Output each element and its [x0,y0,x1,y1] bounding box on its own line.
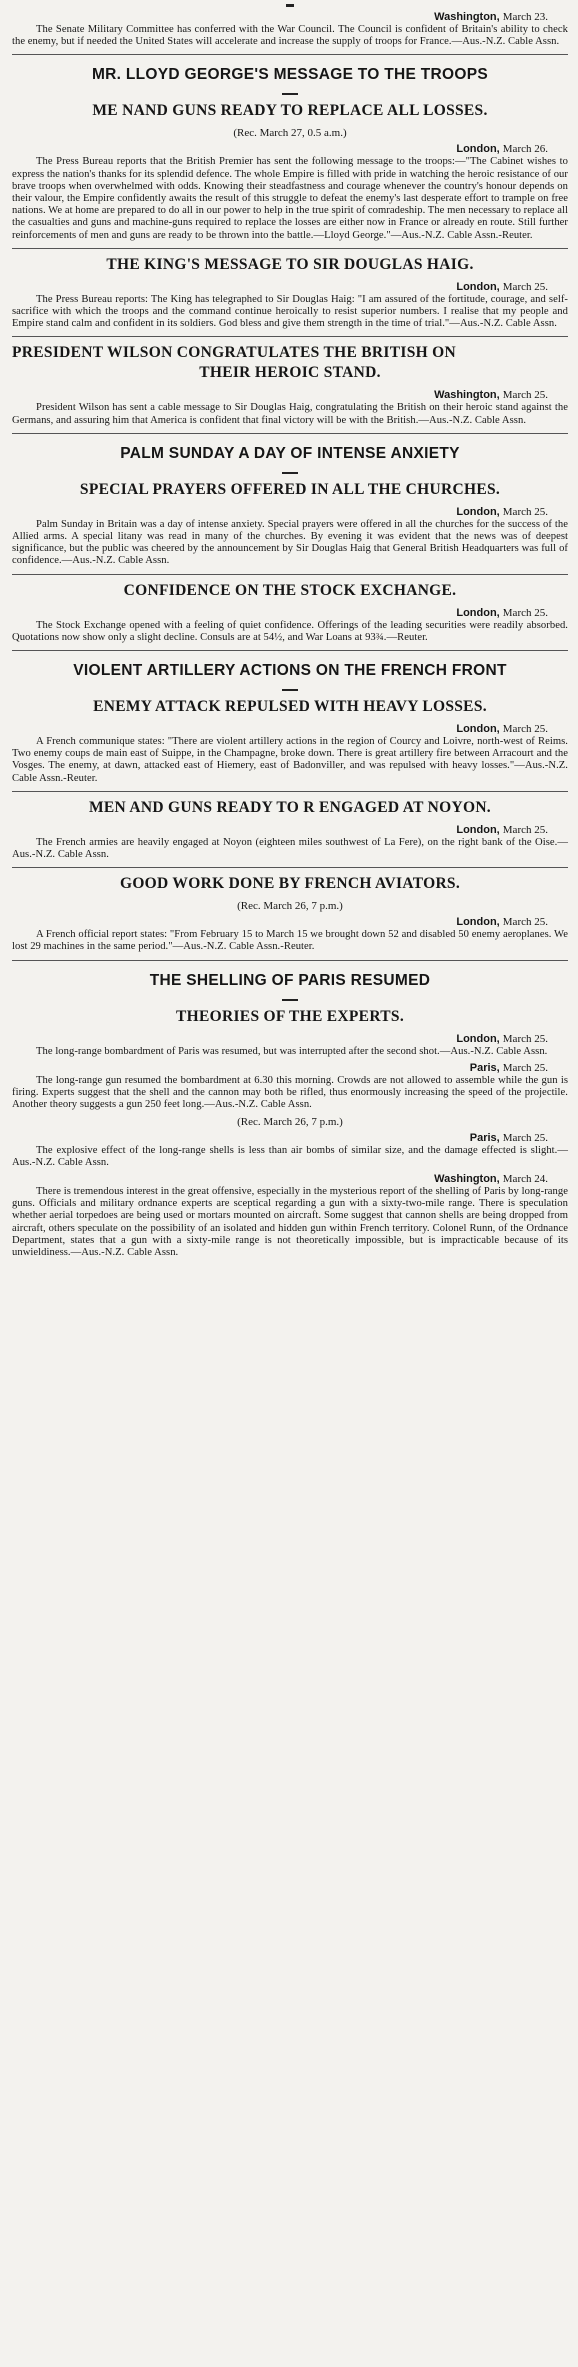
dateline-place: London, [456,1032,500,1045]
article-stock-exchange [12,607,568,644]
dateline-place: London, [456,606,500,619]
received-note: (Rec. March 26, 7 p.m.) [237,900,343,913]
sub-heading-line-1: PRESIDENT WILSON CONGRATULATES THE BRITISH ON [12,344,457,362]
dateline-date: March 25. [502,723,548,736]
received-note: (Rec. March 26, 7 p.m.) [237,1115,343,1128]
dateline-place: Washington, [434,1172,500,1185]
dateline [12,916,568,929]
dateline-place: London, [456,280,500,293]
article-french-communique [12,723,568,785]
article-paris-gun [12,1062,568,1112]
section-divider [12,54,568,55]
article-body: The French armies are heavily engaged at Noyon (eighteen miles southwest of La Fere), on the right bank of the Oise.—Aus.-N.Z. Cable Assn. [12,836,568,861]
article-body: There is tremendous interest in the great offensive, especially in the mysterious report of the shelling of Paris by long-range guns. Officials and military ordnance experts are sceptical regarding a gun with a sixty-two-mile range. There is speculation whether aerial torpedoes are being used or mortars mounted on aircraft. Some suggest that cannon shells are being dropped from aircraft, others speculate on the possibility of an isolated and hidden gun within French territory. Colonel Runn, of the Ordnance Department, states that a gun with a sixty-mile range is not theoretically impossible, but is impracticable because of its unwieldiness.—Aus.-N.Z. Cable Assn. [12,1185,568,1258]
dateline-date: March 25. [502,1032,548,1045]
article-body: A French communique states: "There are violent artillery actions in the region of Courcy and Loivre, north-west of Reims. Two enemy coups de main east of Suippe, in the Champagne, broke down. There is great artillery fire between Arracourt and the Vosges. The enemy, at dawn, attacked east of Hiemery, east of Badonviller, and was repulsed with heavy losses."—Aus.-N.Z. Cable Assn.-Reuter. [12,736,568,784]
article-president-wilson [12,389,568,426]
sub-heading: ENEMY ATTACK REPULSED WITH HEAVY LOSSES. [93,698,487,716]
dateline [12,506,568,519]
dateline-place: London, [456,916,500,929]
main-heading: VIOLENT ARTILLERY ACTIONS ON THE FRENCH FRONT [73,662,507,680]
article-body: The long-range gun resumed the bombardment at 6.30 this morning. Crowds are not allowed to assemble while the gun is firing. Experts suggest that the shell and the cannon may both be rifled, thus enormously increasing the speed of the projectile. Another theory suggests a gun 250 feet long.—Aus.-N.Z. Cable Assn. [12,1074,568,1111]
section-divider [12,336,568,337]
article-noyon [12,824,568,861]
dateline-date: March 25. [502,823,548,836]
dateline-date: March 23. [502,11,548,23]
dateline-date: March 24. [502,1172,548,1185]
dateline [12,281,568,294]
article-body: A French official report states: "From February 15 to March 15 we brought down 52 and disabled 50 enemy aeroplanes. We lost 29 machines in the same period."—Aus.-N.Z. Cable Assn.-Reuter. [12,929,568,953]
dateline-place: Paris, [469,1061,500,1074]
article-body: The long-range bombardment of Paris was resumed, but was interrupted after the second shot.—Aus.-N.Z. Cable Assn. [36,1045,548,1057]
sub-heading: SPECIAL PRAYERS OFFERED IN ALL THE CHURCHES. [79,480,501,498]
section-divider [12,650,568,651]
main-heading: MR. LLOYD GEORGE'S MESSAGE TO THE TROOPS [91,66,489,84]
section-divider [12,248,568,249]
article-body: The Press Bureau reports: The King has telegraphed to Sir Douglas Haig: "I am assured of the fortitude, courage, and self-sacrifice with which the troops and the command continue heroically to resist superior numbers. I realise that my people and Empire stand calm and confident in its soldiers. God bless and give them strength in the time of trial."—Aus.-N.Z. Cable Assn. [12,293,568,330]
article-body: Palm Sunday in Britain was a day of intense anxiety. Special prayers were offered in all the churches for the success of the Allied arms. A special litany was read in many of the churches. By evening it was evident that the news was of deepest significance, but the public was cheered by the announcement by Sir Douglas Haig that General British Headquarters was full of confidence.—Aus.-N.Z. Cable Assn. [12,518,568,567]
article-paris-shells [12,1132,568,1169]
dateline [12,1033,568,1046]
article-washington-speculation [12,1173,568,1259]
section-divider [12,960,568,961]
dateline [12,723,568,736]
received-note: (Rec. March 27, 0.5 a.m.) [233,127,347,140]
article-body: The explosive effect of the long-range shells is less than air bombs of similar size, and the damage effected is slight.—Aus.-N.Z. Cable Assn. [12,1144,568,1168]
sub-heading [12,343,568,383]
top-rule [286,4,294,7]
heading-divider [282,689,298,691]
article-body: President Wilson has sent a cable message to Sir Douglas Haig, congratulating the British on their heroic stand against the Germans, and assuring him that America is confident that final victory will be with the British.—Aus.-N.Z. Cable Assn. [12,402,568,426]
section-divider [12,791,568,792]
sub-heading-line-2: THEIR HEROIC STAND. [199,364,381,382]
dateline [12,1173,568,1186]
sub-heading: CONFIDENCE ON THE STOCK EXCHANGE. [123,581,457,599]
sub-heading: MEN AND GUNS READY TO R ENGAGED AT NOYON. [88,798,491,816]
dateline-place: Washington, [434,11,500,23]
dateline [12,1132,568,1145]
dateline-date: March 25. [502,916,548,929]
dateline-date: March 25. [502,1061,548,1074]
article-french-aviators [12,916,568,953]
dateline [12,11,568,24]
dateline [12,389,568,402]
dateline [12,824,568,837]
sub-heading: GOOD WORK DONE BY FRENCH AVIATORS. [119,875,461,893]
dateline-place: London, [456,723,500,736]
dateline-date: March 26. [502,143,548,156]
heading-divider [282,93,298,95]
heading-divider [282,999,298,1001]
article-body: The Stock Exchange opened with a feeling of quiet confidence. Offerings of the leading securities were readily absorbed. Quotations now show only a slight decline. Consuls are at 54½, and War Loans at 93¾.—Reuter. [12,619,568,643]
sub-heading: THE KING'S MESSAGE TO SIR DOUGLAS HAIG. [106,255,474,273]
article-senate-committee [12,11,568,48]
dateline-place: Paris, [469,1131,500,1144]
main-heading: THE SHELLING OF PARIS RESUMED [149,971,431,989]
article-kings-message [12,281,568,331]
dateline [12,607,568,620]
dateline-place: Washington, [434,389,500,402]
section-divider [12,433,568,434]
sub-heading: THEORIES OF THE EXPERTS. [175,1007,405,1025]
dateline-date: March 25. [502,280,548,293]
dateline-place: London, [456,823,500,836]
dateline [12,1062,568,1075]
article-body: The Senate Military Committee has conferred with the War Council. The Council is confident of Britain's ability to check the enemy, but if needed the United States will accelerate and increase the supply of troops for France.—Aus.-N.Z. Cable Assn. [12,24,568,48]
main-heading: PALM SUNDAY A DAY OF INTENSE ANXIETY [120,444,460,462]
dateline-place: London, [456,505,500,518]
dateline-date: March 25. [502,389,548,402]
dateline [12,143,568,156]
section-divider [12,574,568,575]
article-lloyd-george [12,143,568,241]
dateline-date: March 25. [502,606,548,619]
dateline-date: March 25. [502,505,548,518]
article-paris-london [12,1033,568,1058]
heading-divider [282,472,298,474]
dateline-date: March 25. [502,1131,548,1144]
article-body: The Press Bureau reports that the British Premier has sent the following message to the troops:—"The Cabinet wishes to express the nation's thanks for its splendid defence. The whole Empire is filled with pride in watching the heroic resistance of our brave troops when overwhelmed with odds. Knowing their steadfastness and courage whenever the country's honour depends on their valour, the Empire confidently awaits the result of this struggle to defeat the enemy's last desperate effort to trample on free nations. We at home are prepared to do all in our power to help in the true spirit of comradeship. The men necessary to replace all the casualties and guns and machine-guns required to replace the losses are either now in France or already en route. Still further reinforcements of men and guns are ready to be thrown into the battle.—Lloyd George."—Aus.-N.Z. Cable Assn.-Reuter. [12,156,568,241]
sub-heading: ME NAND GUNS READY TO REPLACE ALL LOSSES. [92,102,488,120]
dateline-place: London, [456,143,500,156]
article-palm-sunday [12,506,568,568]
section-divider [12,867,568,868]
